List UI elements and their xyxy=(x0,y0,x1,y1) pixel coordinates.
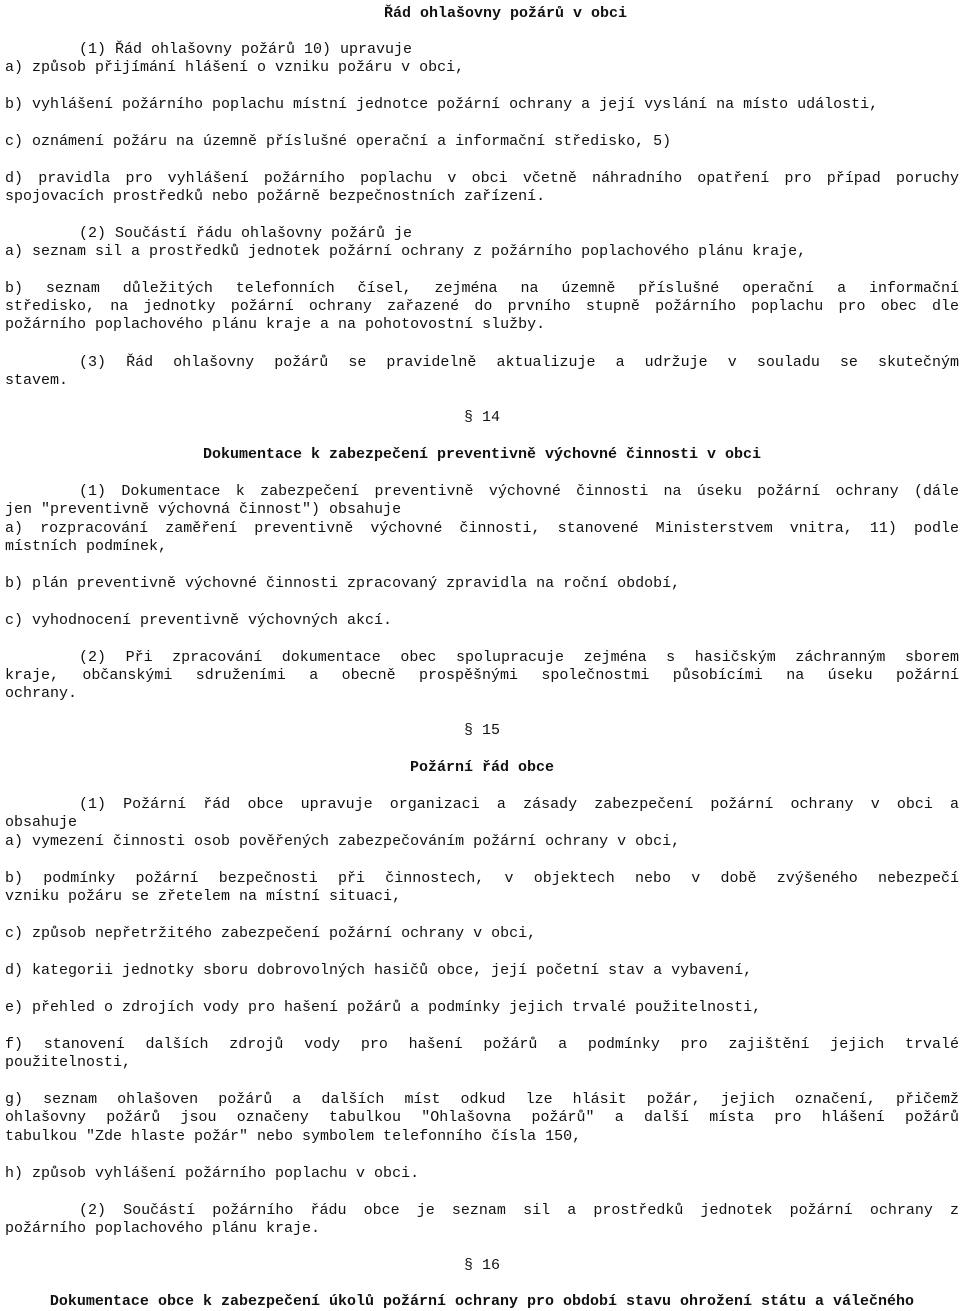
item-d-line2: spojovacích prostředků nebo požárně bezpečnostních zařízení. xyxy=(5,188,546,205)
item-d-line1: d) pravidla pro vyhlášení požárního poplachu v obci včetně náhradního opatření pro případ poruchy xyxy=(5,170,959,187)
s15-item-b-line1: b) podmínky požární bezpečnosti při činnostech, v objektech nebo v době zvýšeného nebezpečí xyxy=(5,870,959,887)
paragraph-3-line2: stavem. xyxy=(5,372,69,389)
s15-item-g-line2: ohlašovny požárů jsou označeny tabulkou "Ohlašovna požárů" a další místa pro hlášení požárů xyxy=(5,1109,959,1126)
item-2b-line3: požárního poplachového plánu kraje a na pohotovostní služby. xyxy=(5,316,546,333)
paragraph-3-line1: (3) Řád ohlašovny požárů se pravidelně aktualizuje a udržuje v souladu se skutečným xyxy=(79,354,959,371)
section-15-number: § 15 xyxy=(463,722,500,739)
s14-item-b: b) plán preventivně výchovné činnosti zpracovaný zpravidla na roční období, xyxy=(5,575,681,592)
s14-paragraph-1-line2: jen "preventivně výchovná činnost") obsahuje xyxy=(5,501,402,518)
s15-item-c: c) způsob nepřetržitého zabezpečení požární ochrany v obci, xyxy=(5,925,537,942)
s15-item-g-line1: g) seznam ohlašoven požárů a dalších míst odkud lze hlásit požár, jejich označení, přičemž xyxy=(5,1091,959,1108)
s15-item-f-line1: f) stanovení dalších zdrojů vody pro hašení požárů a podmínky pro zajištění jejich trvalé xyxy=(5,1036,959,1053)
item-c: c) oznámení požáru na územně příslušné operační a informační středisko, 5) xyxy=(5,133,672,150)
section-16-title: Dokumentace obce k zabezpečení úkolů požární ochrany pro období stavu ohrožení státu a válečného xyxy=(49,1293,915,1310)
s14-item-a-line2: místních podmínek, xyxy=(5,538,168,555)
title-rad-ohlasovny: Řád ohlašovny požárů v obci xyxy=(383,5,628,22)
paragraph-2: (2) Součástí řádu ohlašovny požárů je xyxy=(79,225,413,242)
s14-paragraph-2-line3: ochrany. xyxy=(5,685,78,702)
s15-item-h: h) způsob vyhlášení požárního poplachu v obci. xyxy=(5,1165,420,1182)
item-2b-line1: b) seznam důležitých telefonních čísel, zejména na územně příslušné operační a informační xyxy=(5,280,959,297)
s15-item-b-line2: vzniku požáru se zřetelem na místní situaci, xyxy=(5,888,402,905)
s15-paragraph-1-line2: obsahuje xyxy=(5,814,78,831)
s15-paragraph-1-line1: (1) Požární řád obce upravuje organizaci a zásady zabezpečení požární ochrany v obci a xyxy=(79,796,959,813)
item-2b-line2: středisko, na jednotky požární ochrany zařazené do prvního stupně požárního poplachu pro obec dle xyxy=(5,298,959,315)
s14-item-c: c) vyhodnocení preventivně výchovných akcí. xyxy=(5,612,393,629)
s15-item-g-line3: tabulkou "Zde hlaste požár" nebo symbolem telefonního čísla 150, xyxy=(5,1128,582,1145)
section-16-number: § 16 xyxy=(463,1257,500,1274)
item-a: a) způsob přijímání hlášení o vzniku požáru v obci, xyxy=(5,59,465,76)
s14-paragraph-2-line1: (2) Při zpracování dokumentace obec spolupracuje zejména s hasičským záchranným sborem xyxy=(79,649,959,666)
s14-paragraph-1-line1: (1) Dokumentace k zabezpečení preventivně výchovné činnosti na úseku požární ochrany (dále xyxy=(79,483,959,500)
section-14-number: § 14 xyxy=(463,409,500,426)
s14-paragraph-2-line2: kraje, občanskými sdruženími a obecně prospěšnými společnostmi působícími na úseku požární xyxy=(5,667,959,684)
section-14-title: Dokumentace k zabezpečení preventivně výchovné činnosti v obci xyxy=(202,446,762,463)
s14-item-a-line1: a) rozpracování zaměření preventivně výchovné činnosti, stanovené Ministerstvem vnitra, 11) podle xyxy=(5,520,959,537)
section-15-title: Požární řád obce xyxy=(409,759,555,776)
paragraph-1: (1) Řád ohlašovny požárů 10) upravuje xyxy=(79,41,413,58)
s15-paragraph-2-line1: (2) Součástí požárního řádu obce je seznam sil a prostředků jednotek požární ochrany z xyxy=(79,1202,959,1219)
s15-item-e: e) přehled o zdrojích vody pro hašení požárů a podmínky jejich trvalé použitelnosti, xyxy=(5,999,762,1016)
s15-item-a: a) vymezení činnosti osob pověřených zabezpečováním požární ochrany v obci, xyxy=(5,833,681,850)
item-b: b) vyhlášení požárního poplachu místní jednotce požární ochrany a její vyslání na místo události, xyxy=(5,96,879,113)
s15-item-f-line2: použitelnosti, xyxy=(5,1054,132,1071)
s15-paragraph-2-line2: požárního poplachového plánu kraje. xyxy=(5,1220,321,1237)
s15-item-d: d) kategorii jednotky sboru dobrovolných hasičů obce, její početní stav a vybavení, xyxy=(5,962,753,979)
item-2a: a) seznam sil a prostředků jednotek požární ochrany z požárního poplachového plánu kraje, xyxy=(5,243,807,260)
